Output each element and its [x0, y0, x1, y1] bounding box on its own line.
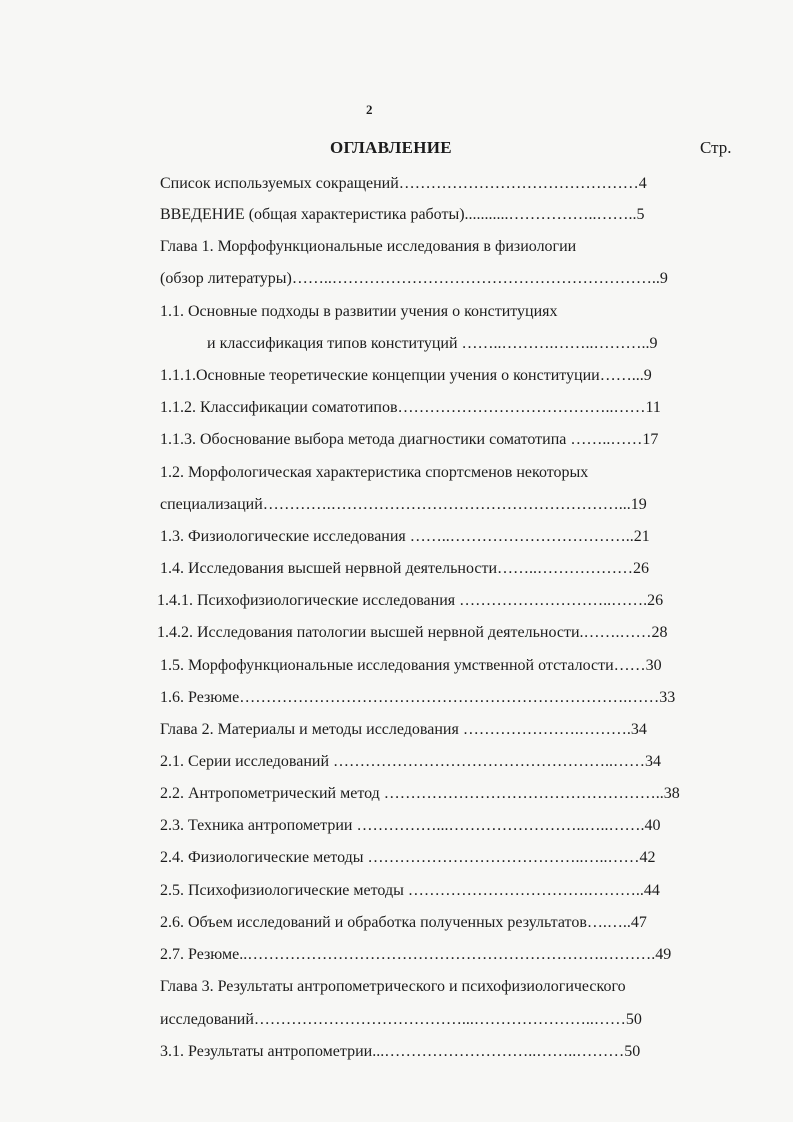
toc-entry: Глава 3. Результаты антропометрического и психофизиологического: [160, 978, 626, 995]
toc-entry: Глава 1. Морфофункциональные исследования в физиологии: [160, 238, 577, 255]
toc-entry: и классификация типов конституций ……..……….……..………..9: [207, 335, 658, 352]
toc-entry: 2.2. Антропометрический метод ……………………………………………..38: [160, 785, 680, 802]
toc-entry: Глава 2. Материалы и методы исследования ………………….……….34: [160, 721, 647, 738]
toc-entry: 1.2. Морфологическая характеристика спортсменов некоторых: [160, 464, 589, 481]
toc-entry: 2.6. Объем исследований и обработка полученных результатов….…..47: [160, 914, 647, 931]
toc-entry: 1.6. Резюме……………………………………………………………….……33: [160, 689, 676, 706]
toc-entry: 1.4.2. Исследования патологии высшей нервной деятельности.…….……28: [157, 624, 668, 641]
toc-entry: 1.1.3. Обоснование выбора метода диагностики соматотипа ……..……17: [160, 431, 659, 448]
toc-entry: ВВЕДЕНИЕ (общая характеристика работы)...........……………..……..5: [160, 206, 645, 223]
toc-title: ОГЛАВЛЕНИЕ: [330, 138, 452, 157]
toc-page-column-header: Стр.: [700, 138, 732, 157]
toc-entry: 2.1. Серии исследований ……………………………………………..……34: [160, 753, 662, 770]
toc-entry: Список используемых сокращений………………………………………4: [160, 175, 647, 192]
toc-entry: исследований…………………………………...…………………..……50: [160, 1011, 642, 1028]
page-number: 2: [366, 102, 373, 117]
toc-entry: 1.1. Основные подходы в развитии учения о конституциях: [160, 303, 558, 320]
toc-entry: 2.7. Резюме..………………………………………………………….……….49: [160, 946, 672, 963]
toc-entry: 2.3. Техника антропометрии ……………...……………………..…..…….40: [160, 817, 661, 834]
toc-entry: 1.4. Исследования высшей нервной деятельности……..………………26: [160, 560, 650, 577]
toc-entry: специализаций………….………………………………………………...19: [160, 496, 647, 513]
toc-entry: 2.4. Физиологические методы …………………………………..…..……42: [160, 849, 656, 866]
toc-entry: 2.5. Психофизиологические методы …………………………….………..44: [160, 882, 660, 899]
toc-entry: 3.1. Результаты антропометрии...………………………..……..………50: [160, 1043, 641, 1060]
toc-entry: 1.5. Морфофункциональные исследования умственной отсталости……30: [160, 657, 662, 674]
toc-entry: (обзор литературы)……..……………………………………………………..9: [160, 270, 668, 287]
toc-entry: 1.4.1. Психофизиологические исследования ………………………..…….26: [157, 592, 664, 609]
toc-entry: 1.1.1.Основные теоретические концепции учения о конституции……...9: [160, 367, 652, 384]
toc-entry: 1.3. Физиологические исследования ……..……………………………..21: [160, 528, 650, 545]
toc-entry: 1.1.2. Классификации соматотипов…………………………………..……11: [160, 399, 661, 416]
